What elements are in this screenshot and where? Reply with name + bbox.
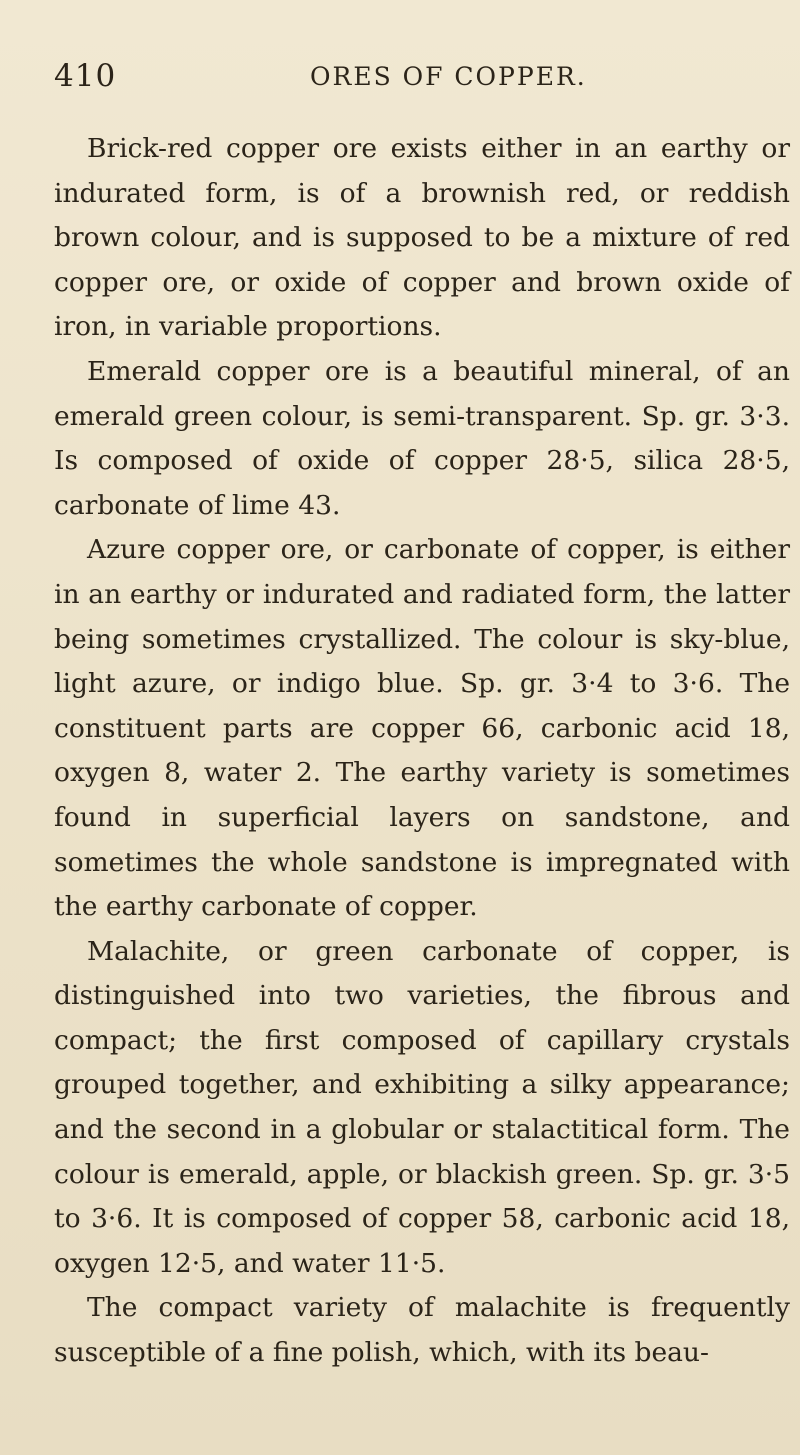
paragraph-brick-red-copper-ore: Brick-red copper ore exists either in an earthy or indurated form, is of a brownish red, or reddish brown colour, and is supposed to be a mixture of red copper ore, or oxide of copper and brown oxide of iron, in variable proportions. [54, 133, 790, 343]
paragraph-compact-malachite: The compact variety of malachite is frequently susceptible of a fine polish, which, with its beau- [54, 1292, 790, 1369]
paragraph-azure-copper-ore: Azure copper ore, or carbonate of copper, is either in an earthy or indurated and radiated form, the latter being sometimes crystallized. The colour is sky-blue, light azure, or indigo blue. Sp. gr. 3·4 to 3·6. The constituent parts are copper 66, carbonic acid 18, oxygen 8, water 2. The earthy variety is sometimes found in superficial layers on sandstone, and sometimes the whole sandstone is impregnated with the earthy carbonate of copper. [54, 534, 790, 923]
paragraph-emerald-copper-ore: Emerald copper ore is a beautiful mineral, of an emerald green colour, is semi-transparent. Sp. gr. 3·3. Is composed of oxide of copper 28·5, silica 28·5, carbonate of lime 43. [54, 355, 790, 521]
running-head [54, 58, 746, 98]
paragraph-malachite: Malachite, or green carbonate of copper, is distinguished into two varieties, the fibrous and compact; the first composed of capillary crystals grouped together, and exhibiting a silky appearance; and the second in a globular or stalactitical form. The colour is emerald, apple, or blackish green. Sp. gr. 3·5 to 3·6. It is composed of copper 58, carbonic acid 18, oxygen 12·5, and water 11·5. [54, 935, 790, 1279]
body-text [54, 127, 790, 1376]
page-number: 410 [54, 58, 117, 94]
running-title: ORES OF COPPER. [310, 62, 587, 91]
